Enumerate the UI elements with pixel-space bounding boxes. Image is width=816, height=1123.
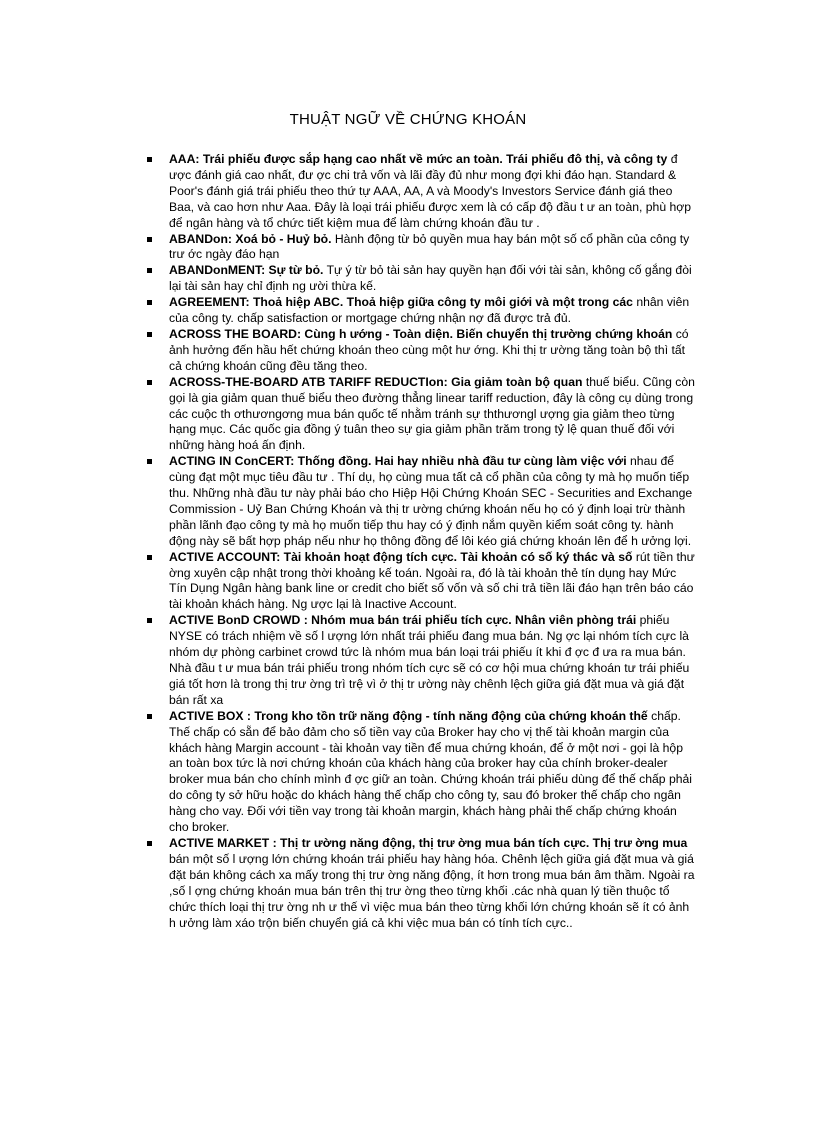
bullet-icon bbox=[147, 618, 152, 623]
glossary-list bbox=[147, 152, 695, 931]
entry-term: ACTIVE BonD CROWD : Nhóm mua bán trái phiếu tích cực. Nhân viên phòng trái bbox=[169, 613, 637, 628]
entry-term: ACTIVE MARKET : Thị tr ường năng động, thị trư ờng mua bán tích cực. Thị trư ờng mua bbox=[169, 835, 688, 850]
entry-text: có ảnh hưởng đến hầu hết chứng khoán theo cùng một hư ớng. Khi thị tr ường tăng toàn bộ thì tất cả chứng khoán cũng đều tăng theo. bbox=[169, 326, 689, 373]
entry-text: nhân viên của công ty. chấp satisfaction or mortgage chứng nhận nợ đã được trả đủ. bbox=[169, 295, 690, 326]
bullet-icon bbox=[147, 332, 152, 337]
entry-text: thuế biểu. Cũng còn gọi là gia giảm quan thuế biểu theo đường thẳng linear tariff reduction, đây là công cụ dùng trong các cuộc th ơthươngơng mua bán quốc tế nhằm tránh sự ththươngl ượng gia giảm theo từng hạng mục. Các quốc gia đồng ý tuân theo sự gia giảm phần trăm trong tỷ lệ quan thuế đối với những hàng hoá ấn định. bbox=[169, 374, 695, 453]
entry-term: ACTIVE BOX : Trong kho tồn trữ năng động - tính năng động của chứng khoán thế bbox=[169, 708, 648, 723]
entry-term: ABANDon: Xoá bỏ - Huỷ bỏ. bbox=[169, 231, 332, 246]
entry-text: Tự ý từ bỏ tài sản hay quyền hạn đối với tài sản, không cố gắng đòi lại tài sản hay chỉ định ng ười thừa kế. bbox=[169, 263, 692, 294]
entry-term: AGREEMENT: Thoả hiệp ABC. Thoả hiệp giữa công ty môi giới và một trong các bbox=[169, 295, 633, 310]
bullet-icon bbox=[147, 555, 152, 560]
entry-text: phiếu NYSE có trách nhiệm về số l ượng lớn nhất trái phiếu đang mua bán. Ng ợc lại nhóm tích cực là nhóm dự phòng carbinet crowd tức là nhóm mua bán loại trái phiếu ít khi đ ợc đ ưa ra mua bán. Nhà đầu t ư mua bán trái phiếu trong nhóm tích cực sẽ có cơ hội mua chứng khoán tư trái phiếu giá tốt hơn là trong thị trư ờng trì trệ vì ở thị tr ường này chênh lệch giữa giá đặt mua và giá đặt bán rất xa bbox=[169, 613, 690, 707]
entry-text: rút tiền thư ờng xuyên cập nhật trong thời khoảng kế toán. Ngoài ra, đó là tài khoản thẻ tín dụng hay Mức Tín Dụng Ngân hàng bank line or credit cho biết số vốn và số chi trả tiền lãi đáo hạn trên báo cáo tài khoản khách hàng. Ng ược lại là Inactive Account. bbox=[169, 549, 695, 612]
glossary-entry-abandon bbox=[147, 232, 695, 264]
entry-text: đ ược đánh giá cao nhất, đư ợc chi trả vốn và lãi đầy đủ như mong đợi khi đáo hạn. Standard & Poor's đánh giá trái phiếu theo thứ tự AAA, AA, A và Moody's Investors Service đánh giá theo Baa, và cao hơn như Aaa. Đây là loại trái phiếu được xem là có cấp độ đầu t ư an toàn, phù hợp để ngân hàng và tổ chức tiết kiệm mua để làm chứng khoán đầu tư . bbox=[169, 152, 692, 230]
glossary-entry-acting-in-concert bbox=[147, 454, 695, 549]
entry-term: ACROSS-THE-BOARD ATB TARIFF REDUCTIon: Gia giảm toàn bộ quan bbox=[169, 374, 583, 389]
bullet-icon bbox=[147, 714, 152, 719]
bullet-icon bbox=[147, 459, 152, 464]
glossary-entry-across-the-board bbox=[147, 327, 695, 375]
glossary-entry-abandonment bbox=[147, 263, 695, 295]
entry-term: ACROSS THE BOARD: Cùng h ướng - Toàn diện. Biến chuyển thị trường chứng khoán bbox=[169, 326, 673, 341]
entry-text: Hành động từ bỏ quyền mua hay bán một số cổ phần của công ty trư ớc ngày đáo hạn bbox=[169, 231, 690, 262]
glossary-entry-active-market bbox=[147, 836, 695, 931]
page-title: THUẬT NGỮ VỀ CHỨNG KHOÁN bbox=[289, 111, 527, 128]
entry-term: ACTIVE ACCOUNT: Tài khoản hoạt động tích cực. Tài khoản có số ký thác và số bbox=[169, 549, 633, 564]
entry-term: AAA: Trái phiếu được sắp hạng cao nhất về mức an toàn. Trái phiếu đô thị, và công ty bbox=[169, 152, 668, 166]
entry-term: ACTING IN ConCERT: Thống đồng. Hai hay nhiều nhà đầu tư cùng làm việc với bbox=[169, 454, 627, 469]
entry-text: bán một số l ượng lớn chứng khoán trái phiếu hay hàng hóa. Chênh lệch giữa giá đặt mua và giá đặt bán không cách xa mấy trong thị trư ờng năng động, ít hơn trong mua bán âm thầm. Ngoài ra ,số l ợng chứng khoán mua bán trên thị trư ờng theo từng khối .các nhà quan lý tiền thuộc tổ chức thích loại thị trư ờng nh ư thế vì việc mua bán theo từng khối lớn chứng khoán sẽ ít có ảnh h ưởng làm xáo trộn biến chuyển giá cả khi việc mua bán có tính tích cực.. bbox=[169, 851, 695, 930]
glossary-entry-active-bond-crowd bbox=[147, 613, 695, 708]
bullet-icon bbox=[147, 300, 152, 305]
entry-term: ABANDonMENT: Sự từ bỏ. bbox=[169, 263, 324, 278]
bullet-icon bbox=[147, 380, 152, 385]
glossary-entry-active-account bbox=[147, 550, 695, 614]
glossary-entry-aaa bbox=[147, 152, 695, 232]
bullet-icon bbox=[147, 841, 152, 846]
glossary-entry-agreement bbox=[147, 295, 695, 327]
glossary-entry-active-box bbox=[147, 709, 695, 836]
entry-text: nhau để cùng đạt một mục tiêu đầu tư . Thí dụ, họ cùng mua tất cả cổ phần của công ty mà họ muốn tiếp thu. Những nhà đầu tư này phải báo cho Hiệp Hội Chứng Khoán SEC - Securities and Exchange Commission - Uỷ Ban Chứng Khoán và thị tr ường chứng khoán nếu họ có ý định loại trừ thành phần lãnh đạo công ty mà họ muốn tiếp thu hay có ý định nắm quyền kiểm soát công ty. hành động này sẽ bất hợp pháp nếu như họ thông đồng để lôi kéo giá chứng khoán lên để h ưởng lợi. bbox=[169, 454, 693, 548]
glossary-entry-atb-tariff-reduction bbox=[147, 375, 695, 455]
bullet-icon bbox=[147, 157, 152, 162]
bullet-icon bbox=[147, 237, 152, 242]
bullet-icon bbox=[147, 268, 152, 273]
entry-text: chấp. Thế chấp có sẵn để bảo đảm cho số tiền vay của Broker hay cho vị thế tài khoản margin của khách hàng Margin account - tài khoản vay tiền để mua chứng khoán, để ở một nơi - gọi là hộp an toàn box tức là nơi chứng khoán của khách hàng của broker hay của chính broker-dealer broker mua bán cho chính mình đ ợc giữ an toàn. Chứng khoán trái phiếu dùng để thế chấp phải do công ty sở hữu hoặc do khách hàng thế chấp cho công ty, sau đó broker thế chấp cho ngân hàng cho vay. Đối với tiền vay trong tài khoản margin, khách hàng phải thế chấp chứng khoán cho broker. bbox=[169, 708, 692, 835]
